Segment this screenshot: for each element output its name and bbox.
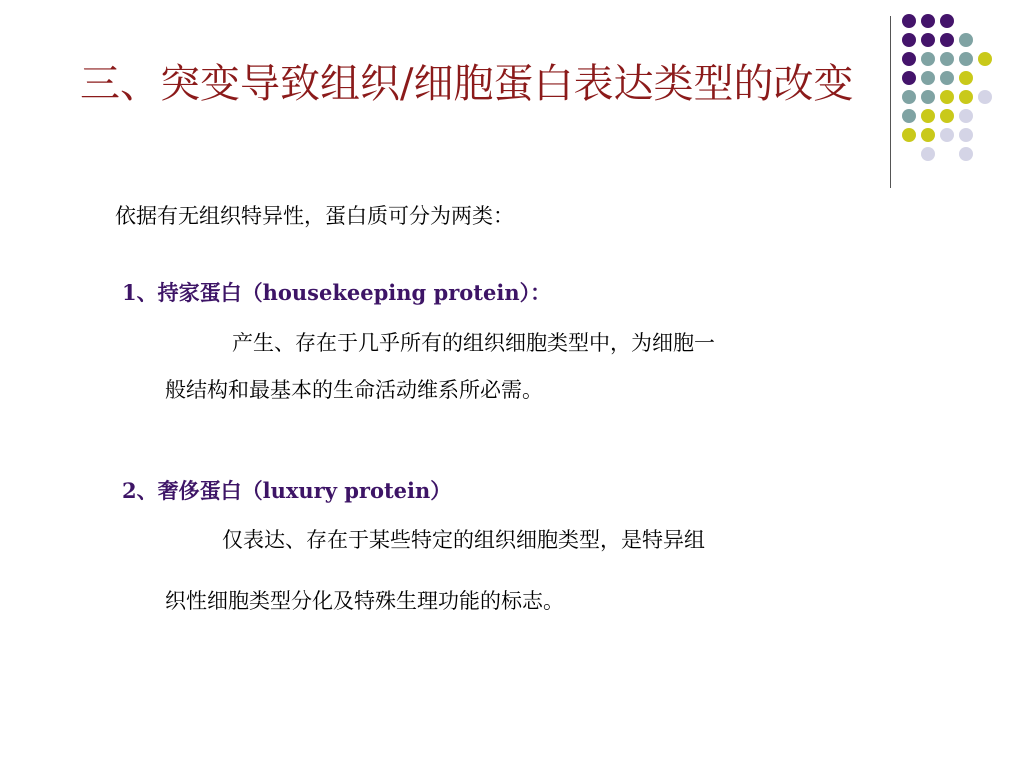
section1-heading: 1、持家蛋白（housekeeping protein）：: [122, 280, 552, 305]
section1-line1: 产生、存在于几乎所有的组织细胞类型中，为细胞一: [232, 331, 715, 355]
decor-dot: [921, 109, 935, 123]
decor-dot: [959, 109, 973, 123]
decor-dot: [940, 109, 954, 123]
decor-dot: [940, 128, 954, 142]
decor-dot: [959, 90, 973, 104]
slide-title: 三、突变导致组织/细胞蛋白表达类型的改变: [80, 61, 854, 107]
section1-line2: 般结构和最基本的生命活动维系所必需。: [165, 378, 543, 402]
decor-dot: [902, 128, 916, 142]
section2-heading: 2、奢侈蛋白（luxury protein）: [122, 478, 452, 503]
intro-text: 依据有无组织特异性，蛋白质可分为两类：: [115, 204, 514, 228]
decorative-dot-grid: [902, 14, 1002, 164]
decor-dot: [940, 14, 954, 28]
decor-dot: [902, 14, 916, 28]
decor-dot: [921, 128, 935, 142]
decor-dot: [902, 90, 916, 104]
section2-line1: 仅表达、存在于某些特定的组织细胞类型，是特异组: [222, 528, 705, 552]
decor-dot: [921, 90, 935, 104]
decor-dot: [959, 33, 973, 47]
decor-dot: [959, 147, 973, 161]
decor-dot: [921, 14, 935, 28]
decor-dot: [959, 128, 973, 142]
decor-dot: [902, 71, 916, 85]
decor-dot: [940, 71, 954, 85]
decor-dot: [921, 52, 935, 66]
divider-line: [890, 16, 891, 188]
decor-dot: [921, 71, 935, 85]
section2-line2: 织性细胞类型分化及特殊生理功能的标志。: [165, 589, 564, 613]
decor-dot: [902, 52, 916, 66]
decor-dot: [940, 90, 954, 104]
decor-dot: [921, 147, 935, 161]
decor-dot: [978, 90, 992, 104]
decor-dot: [902, 33, 916, 47]
decor-dot: [940, 52, 954, 66]
decor-dot: [940, 33, 954, 47]
decor-dot: [978, 52, 992, 66]
decor-dot: [921, 33, 935, 47]
decor-dot: [902, 109, 916, 123]
decor-dot: [959, 71, 973, 85]
decor-dot: [959, 52, 973, 66]
